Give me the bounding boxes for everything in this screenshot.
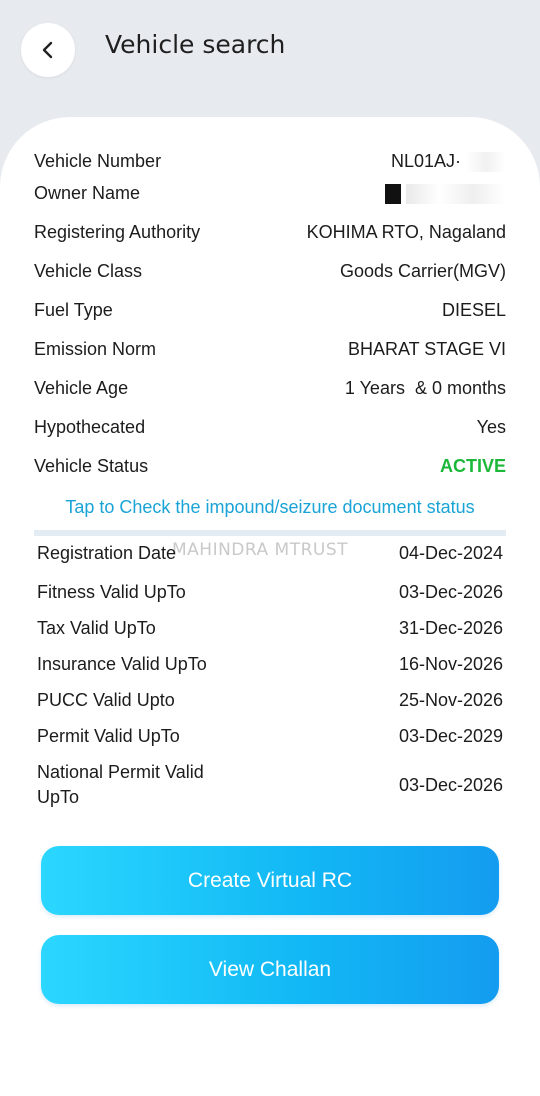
detail-label: Vehicle Age (34, 378, 129, 398)
validity-value: 03-Dec-2029 (398, 726, 503, 746)
validity-row-pucc (37, 688, 503, 713)
validity-row-tax (37, 616, 503, 641)
detail-label: Vehicle Class (34, 261, 143, 281)
detail-label: Hypothecated (34, 417, 146, 437)
validity-value: 31-Dec-2026 (398, 618, 503, 638)
detail-row-vehicle-age (34, 378, 506, 399)
detail-label: Vehicle Number (34, 151, 162, 172)
detail-row-fuel-type (34, 300, 506, 321)
validity-value: 04-Dec-2024 (398, 543, 503, 563)
validity-row-insurance (37, 652, 503, 677)
validity-label: National Permit Valid UpTo (37, 762, 204, 807)
validity-row-fitness (37, 580, 503, 605)
validity-row-registration-date (37, 541, 503, 566)
detail-value (385, 183, 506, 204)
validity-row-permit (37, 724, 503, 749)
detail-value: BHARAT STAGE VI (347, 339, 506, 359)
detail-label: Owner Name (34, 183, 141, 204)
detail-label: Vehicle Status (34, 456, 149, 476)
watermark-text: MAHINDRA MTRUST (172, 540, 349, 560)
divider (34, 530, 506, 536)
detail-row-emission-norm (34, 339, 506, 360)
detail-row-vehicle-status (34, 456, 506, 477)
detail-row-vehicle-number (34, 151, 506, 172)
create-virtual-rc-button[interactable]: Create Virtual RC (41, 846, 499, 915)
impound-status-link[interactable]: Tap to Check the impound/seizure document status (65, 497, 475, 517)
app-header (0, 0, 540, 120)
detail-value: DIESEL (441, 300, 506, 320)
chevron-left-icon (38, 40, 58, 60)
validity-label: Tax Valid UpTo (37, 618, 156, 638)
view-challan-button[interactable]: View Challan (41, 935, 499, 1004)
validity-value: 25-Nov-2026 (398, 690, 503, 710)
redacted-block (385, 184, 401, 204)
detail-value: KOHIMA RTO, Nagaland (306, 222, 506, 242)
redacted-block (466, 152, 506, 172)
detail-row-vehicle-class (34, 261, 506, 282)
detail-label: Registering Authority (34, 222, 201, 242)
detail-value: Goods Carrier(MGV) (339, 261, 506, 281)
detail-value (391, 151, 506, 172)
page-title: Vehicle search (105, 30, 286, 59)
validity-value: 03-Dec-2026 (398, 582, 503, 602)
validity-value: 16-Nov-2026 (398, 654, 503, 674)
validity-label: Permit Valid UpTo (37, 726, 180, 746)
validity-value: 03-Dec-2026 (398, 774, 503, 795)
vehicle-number-value: NL01AJ· (390, 151, 461, 171)
detail-value: Yes (476, 417, 506, 437)
detail-label: Emission Norm (34, 339, 157, 359)
validity-label: Fitness Valid UpTo (37, 582, 186, 602)
status-badge: ACTIVE (439, 456, 506, 476)
detail-value: 1 Years & 0 months (344, 378, 506, 398)
validity-label: Registration Date (37, 543, 177, 563)
detail-row-registering-authority (34, 222, 506, 243)
validity-label: PUCC Valid Upto (37, 690, 175, 710)
validity-label: Insurance Valid UpTo (37, 654, 207, 674)
detail-label: Fuel Type (34, 300, 113, 320)
redacted-block (406, 184, 506, 204)
detail-row-hypothecated (34, 417, 506, 438)
back-button[interactable] (21, 23, 75, 77)
validity-row-national-permit (37, 760, 503, 810)
detail-row-owner-name (34, 183, 506, 204)
